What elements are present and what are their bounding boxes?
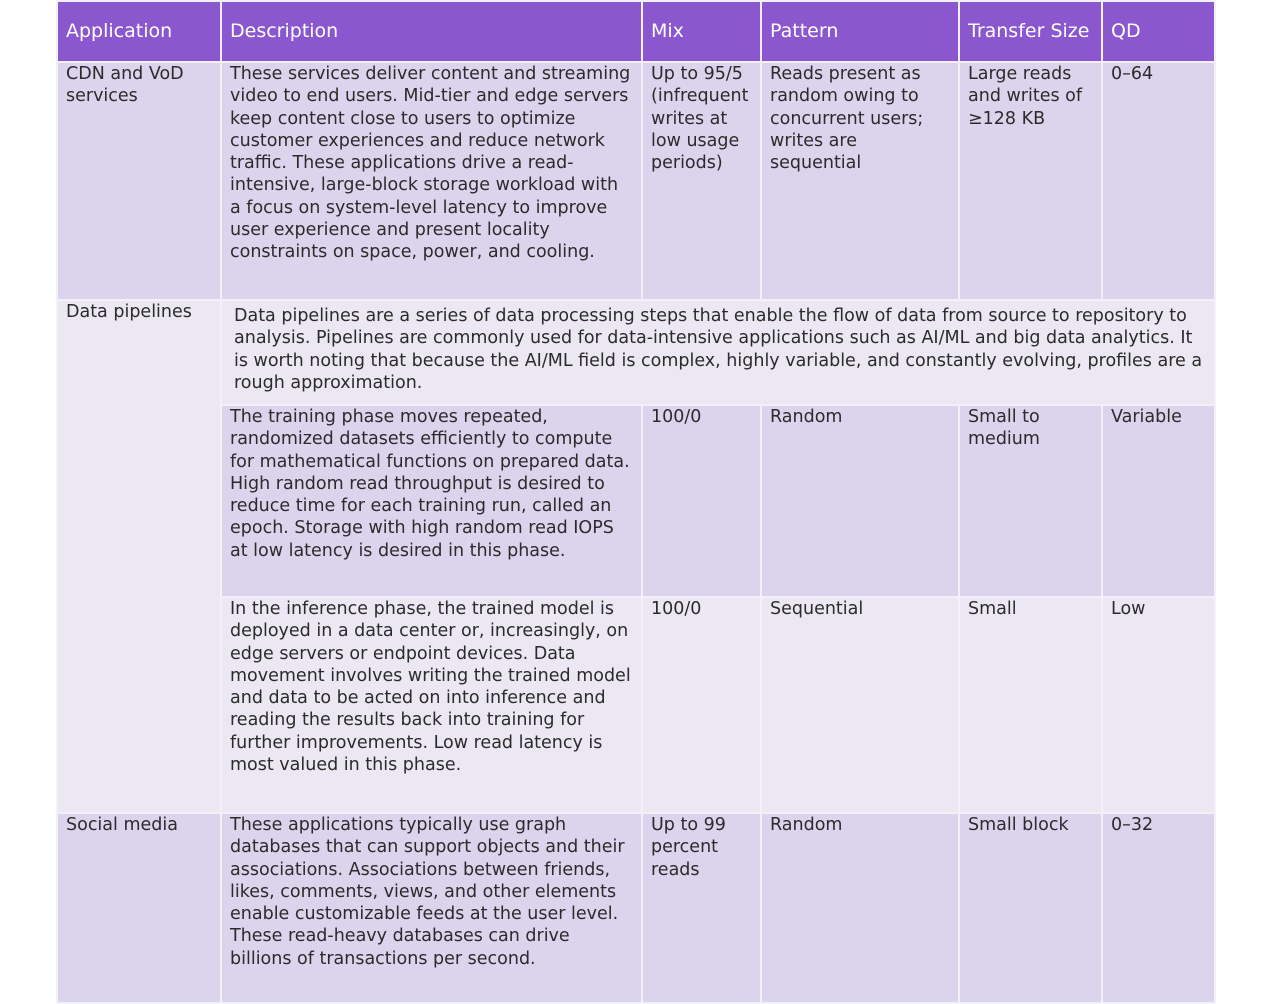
header-application: Application <box>57 1 221 62</box>
header-mix: Mix <box>642 1 761 62</box>
cell-transfer-size: Large reads and writes of ≥128 KB <box>959 62 1102 300</box>
cell-pattern: Reads present as random owing to concurrent users; writes are sequential <box>761 62 959 300</box>
cell-pattern: Sequential <box>761 597 959 813</box>
cell-application: Social media <box>57 813 221 1003</box>
table-row-inference <box>57 597 1215 813</box>
table-row-data-pipelines <box>57 300 1215 405</box>
cell-mix: 100/0 <box>642 405 761 597</box>
cell-qd: Variable <box>1102 405 1215 597</box>
cell-intro: Data pipelines are a series of data processing steps that enable the flow of data from source to repository to analysis. Pipelines are commonly used for data-intensive applications such as AI/ML and big data analytics. It is worth noting that because the AI/ML field is complex, highly variable, and constantly evolving, profiles are a rough approximation. <box>221 300 1215 405</box>
header-qd: QD <box>1102 1 1215 62</box>
workload-table <box>56 0 1216 1004</box>
cell-description: These services deliver content and streaming video to end users. Mid-tier and edge servers keep content close to users to optimize customer experiences and reduce network traffic. These applications drive a read-intensive, large-block storage workload with a focus on system-level latency to improve user experience and present locality constraints on space, power, and cooling. <box>221 62 642 300</box>
header-pattern: Pattern <box>761 1 959 62</box>
cell-application: Data pipelines <box>57 300 221 813</box>
cell-transfer-size: Small to medium <box>959 405 1102 597</box>
cell-qd: 0–32 <box>1102 813 1215 1003</box>
table-row-cdn <box>57 62 1215 300</box>
table-row-social-media <box>57 813 1215 1003</box>
cell-transfer-size: Small block <box>959 813 1102 1003</box>
table-row-training <box>57 405 1215 597</box>
cell-mix: 100/0 <box>642 597 761 813</box>
cell-pattern: Random <box>761 405 959 597</box>
cell-description: These applications typically use graph databases that can support objects and their associations. Associations between friends, likes, comments, views, and other elements enable customizable feeds at the user level. These read-heavy databases can drive billions of transactions per second. <box>221 813 642 1003</box>
header-description: Description <box>221 1 642 62</box>
header-transfer-size: Transfer Size <box>959 1 1102 62</box>
cell-description: In the inference phase, the trained model is deployed in a data center or, increasingly, on edge servers or endpoint devices. Data movement involves writing the trained model and data to be acted on into inference and reading the results back into training for further improvements. Low read latency is most valued in this phase. <box>221 597 642 813</box>
cell-transfer-size: Small <box>959 597 1102 813</box>
cell-mix: Up to 99 percent reads <box>642 813 761 1003</box>
cell-description: The training phase moves repeated, randomized datasets efficiently to compute for mathematical functions on prepared data. High random read throughput is desired to reduce time for each training run, called an epoch. Storage with high random read IOPS at low latency is desired in this phase. <box>221 405 642 597</box>
cell-mix: Up to 95/5 (infrequent writes at low usage periods) <box>642 62 761 300</box>
cell-qd: 0–64 <box>1102 62 1215 300</box>
cell-application: CDN and VoD services <box>57 62 221 300</box>
header-row <box>57 1 1215 62</box>
cell-pattern: Random <box>761 813 959 1003</box>
cell-qd: Low <box>1102 597 1215 813</box>
